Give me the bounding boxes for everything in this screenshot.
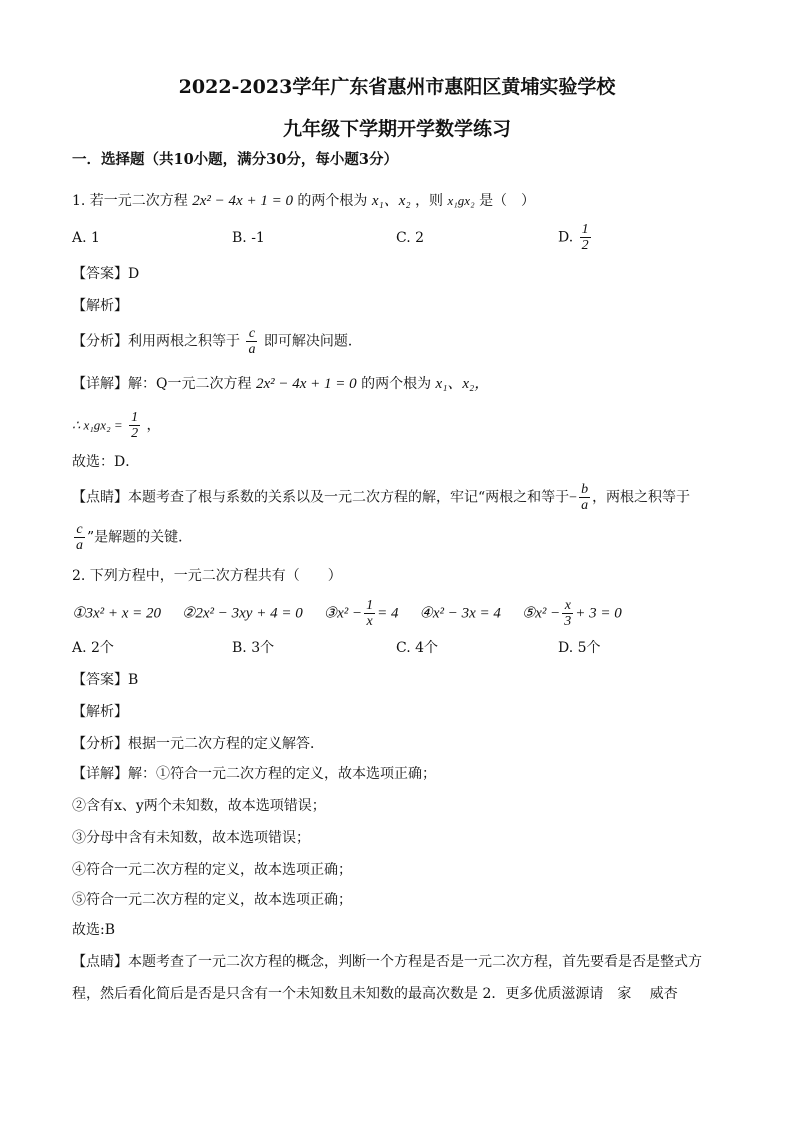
q1-fenxi-fraction <box>246 326 257 357</box>
q2-xiangjie-line-1: 【详解】解：①符合一元二次方程的定义，故本选项正确； <box>72 766 436 782</box>
q2-option-d: D. 5个 <box>558 640 601 656</box>
q1-dianjing: 【点睛】本题考查了根与系数的关系以及一元二次方程的解，牢记“两根之和等于− $\frac{b}{a}$ ，两根之积等于 <box>72 482 691 513</box>
q1-stem-d: 是（ ） <box>479 193 536 209</box>
q2-option-c: C. 4个 <box>396 640 439 656</box>
q1-equation: 2x² − 4x + 1 = 0 <box>192 193 293 209</box>
frac-denominator: 2 <box>131 426 139 441</box>
q1-option-b: B. -1 <box>232 230 265 246</box>
q1-product: x₁gx₂ <box>447 193 475 208</box>
q1-option-c: C. 2 <box>396 230 425 246</box>
q1-roots: x₁、x₂ <box>371 193 411 209</box>
q2-xiangjie-line-5: ⑤符合一元二次方程的定义，故本选项正确； <box>72 892 352 908</box>
frac-numerator: c <box>74 522 85 538</box>
q2-option-b: B. 3个 <box>232 640 275 656</box>
frac-denominator: a <box>248 342 256 357</box>
q1-dianjing-c: ”是解题的关键． <box>87 529 193 546</box>
q1-stem-a: 1. 若一元二次方程 <box>72 193 188 209</box>
q1-therefore-expr: ∴ x₁gx₂ = <box>72 417 123 433</box>
q1-dianjing-b: ，两根之积等于 <box>592 489 691 506</box>
q1-stem <box>72 191 535 211</box>
q2-answer: 【答案】B <box>72 672 139 688</box>
q1-fenxi-b: 即可解决问题． <box>263 333 362 350</box>
q1-option-d-fraction <box>580 222 591 253</box>
q2-eq1: ①3x² + x = 20 <box>72 605 162 622</box>
q1-dianjing-fraction-1 <box>579 482 590 513</box>
q1-xiangjie-b: 的两个根为 <box>361 376 432 392</box>
section-header: 一．选择题（共10小题，满分30分，每小题3分） <box>72 151 398 168</box>
frac-numerator: 1 <box>366 598 374 613</box>
frac-numerator: 1 <box>581 222 589 237</box>
q2-xiangjie-line-3: ③分母中含有未知数，故本选项错误； <box>72 830 310 846</box>
q2-xiangjie-line-2: ②含有x、y两个未知数，故本选项错误； <box>72 798 326 814</box>
frac-denominator: a <box>581 498 589 513</box>
q1-choose: 故选：D． <box>72 454 140 470</box>
q1-answer: 【答案】D <box>72 266 140 282</box>
q1-xiangjie-equation: 2x² − 4x + 1 = 0 <box>255 376 357 392</box>
q2-equations <box>72 598 622 629</box>
q1-therefore <box>72 410 161 441</box>
q1-dianjing-cont <box>72 522 192 553</box>
q1-fenxi <box>72 326 362 357</box>
q2-eq3-b: = 4 <box>377 605 399 622</box>
q1-analysis-label: 【解析】 <box>72 298 128 314</box>
frac-denominator: x <box>366 614 373 629</box>
doc-title-line1: 2022-2023学年广东省惠州市惠阳区黄埔实验学校 <box>178 76 616 98</box>
q2-eq5-b: + 3 = 0 <box>575 605 622 622</box>
q2-eq2: ②2x² − 3xy + 4 = 0 <box>181 605 303 622</box>
q1-xiangjie <box>72 374 489 394</box>
q1-xiangjie-roots: x₁、x₂， <box>435 376 490 392</box>
frac-denominator: 3 <box>564 614 572 629</box>
frac-numerator: 1 <box>131 410 139 425</box>
frac-numerator: x <box>562 598 573 614</box>
q1-stem-b: 的两个根为 <box>297 193 368 209</box>
q1-xiangjie-a: 【详解】解：Q一元二次方程 <box>72 376 252 392</box>
q2-option-a: A. 2个 <box>72 640 114 656</box>
q2-dianjing-line-2: 程，然后看化简后是否是只含有一个未知数且未知数的最高次数是 2．更多优质滋源请 家 威杏 <box>72 986 678 1002</box>
q2-fenxi: 【分析】根据一元二次方程的定义解答． <box>72 736 324 752</box>
q2-dianjing-line-1: 【点睛】本题考查了一元二次方程的概念，判断一个方程是否是一元二次方程，首先要看是否是整式方 <box>72 954 702 970</box>
q1-option-d-label: D. <box>558 229 574 246</box>
q2-eq5-fraction <box>562 598 573 629</box>
q1-dianjing-fraction-2 <box>74 522 85 553</box>
q1-therefore-end: ， <box>146 417 161 434</box>
doc-title-line2: 九年级下学期开学数学练习 <box>282 118 511 140</box>
q2-choose: 故选:B <box>72 922 116 938</box>
q2-eq5-a: ⑤x² − <box>521 605 561 622</box>
q2-analysis-label: 【解析】 <box>72 704 128 720</box>
q1-option-a: A. 1 <box>72 230 100 246</box>
q1-fenxi-a: 【分析】利用两根之积等于 <box>72 333 240 350</box>
q2-stem: 2. 下列方程中，一元二次方程共有（ ） <box>72 568 342 584</box>
frac-numerator: c <box>246 326 257 342</box>
q1-therefore-fraction <box>129 410 140 441</box>
q2-eq3-fraction <box>364 598 375 629</box>
q2-xiangjie-line-4: ④符合一元二次方程的定义，故本选项正确； <box>72 862 352 878</box>
q1-option-d <box>558 222 593 253</box>
frac-numerator: b <box>581 482 589 497</box>
frac-denominator: a <box>76 538 83 553</box>
q2-eq3-a: ③x² − <box>323 605 363 622</box>
frac-denominator: 2 <box>581 238 589 253</box>
q1-dianjing-a: 【点睛】本题考查了根与系数的关系以及一元二次方程的解，牢记“两根之和等于 <box>72 489 570 506</box>
q1-stem-c: ，则 <box>415 193 444 209</box>
q2-eq4: ④x² − 3x = 4 <box>419 605 501 622</box>
